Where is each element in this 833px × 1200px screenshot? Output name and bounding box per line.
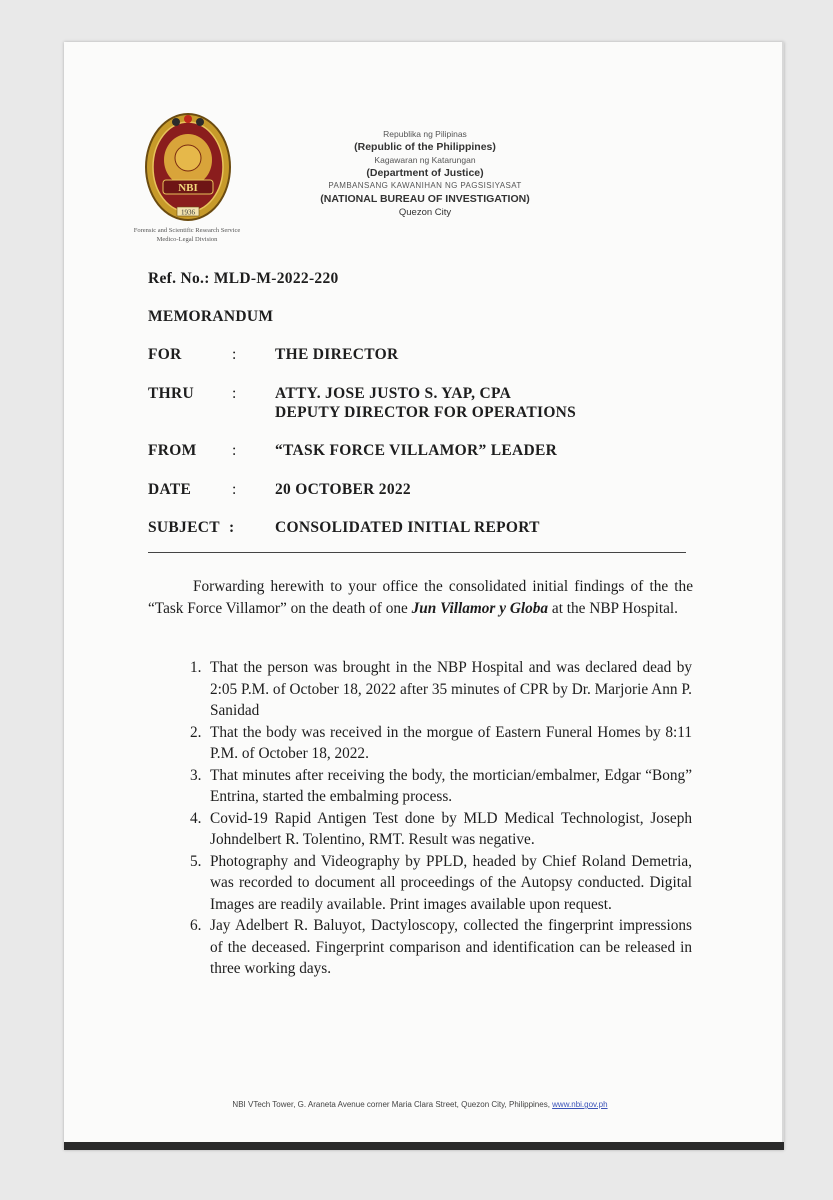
subject-colon: : bbox=[229, 519, 235, 536]
letterhead: Republika ng Pilipinas (Republic of the Philippines) Kagawaran ng Katarungan (Department of Justice) PAMBANSANG KAWANIHAN NG PAGSISIYASAT (NATIONAL BUREAU OF INVESTIGATION) Quezon City bbox=[320, 129, 530, 218]
subject-value: CONSOLIDATED INITIAL REPORT bbox=[275, 519, 540, 536]
list-item: 3. That minutes after receiving the body, the mortician/embalmer, Edgar “Bong” Entrina, started the embalming process. bbox=[190, 766, 692, 805]
for-label: FOR bbox=[148, 346, 182, 363]
page-edge-shadow bbox=[64, 1142, 784, 1150]
list-item: 1. That the person was brought in the NBP Hospital and was declared dead by 2:05 P.M. of October 18, 2022 after 35 minutes of CPR by Dr. Marjorie Ann P. Sanidad bbox=[190, 659, 692, 719]
from-label: FROM bbox=[148, 442, 197, 459]
list-item: 4. Covid-19 Rapid Antigen Test done by MLD Medical Technologist, Joseph Johndelbert R. Tolentino, RMT. Result was negative. bbox=[190, 809, 692, 848]
from-colon: : bbox=[232, 442, 237, 459]
for-colon: : bbox=[232, 346, 237, 363]
list-item: 5. Photography and Videography by PPLD, headed by Chief Roland Demetria, was recorded to document all proceedings of the Autopsy conducted. Digital Images are readily available. Print images available upon request. bbox=[190, 852, 692, 913]
svg-text:NBI: NBI bbox=[178, 182, 198, 194]
date-label: DATE bbox=[148, 481, 192, 498]
list-item: 2. That the body was received in the morgue of Eastern Funeral Homes by 8:11 P.M. of October 18, 2022. bbox=[190, 723, 692, 762]
website-link[interactable]: www.nbi.gov.ph bbox=[552, 1100, 608, 1109]
thru-label: THRU bbox=[148, 385, 194, 402]
findings-list bbox=[190, 657, 692, 980]
deceased-name: Jun Villamor y Globa bbox=[411, 599, 549, 617]
memo-type: MEMORANDUM bbox=[148, 308, 274, 325]
footer-address: NBI VTech Tower, G. Araneta Avenue corner Maria Clara Street, Quezon City, Philippines, www.nbi.gov.ph bbox=[232, 1100, 608, 1109]
date-value: 20 OCTOBER 2022 bbox=[275, 481, 411, 498]
svg-text:1936: 1936 bbox=[181, 208, 195, 217]
date-colon: : bbox=[232, 481, 237, 498]
thru-value-name: ATTY. JOSE JUSTO S. YAP, CPA bbox=[275, 385, 512, 402]
intro-paragraph: Forwarding herewith to your office the consolidated initial findings of the the “Task Force Villamor” on the death of one Jun Villamor y Globa at the NBP Hospital. bbox=[148, 578, 693, 617]
for-value: THE DIRECTOR bbox=[275, 346, 399, 363]
header-divider bbox=[148, 552, 686, 553]
reference-number: Ref. No.: MLD-M-2022-220 bbox=[148, 270, 339, 287]
from-value: “TASK FORCE VILLAMOR” LEADER bbox=[275, 442, 558, 459]
division-caption: Forensic and Scientific Research Service Medico-Legal Division bbox=[133, 227, 241, 243]
thru-colon: : bbox=[232, 385, 237, 402]
nbi-seal-logo bbox=[143, 110, 233, 225]
thru-value-title: DEPUTY DIRECTOR FOR OPERATIONS bbox=[275, 404, 577, 421]
subject-label: SUBJECT bbox=[148, 519, 220, 536]
list-item: 6. Jay Adelbert R. Baluyot, Dactyloscopy, collected the fingerprint impressions of the deceased. Fingerprint comparison and identification can be released in three working days. bbox=[190, 917, 692, 977]
